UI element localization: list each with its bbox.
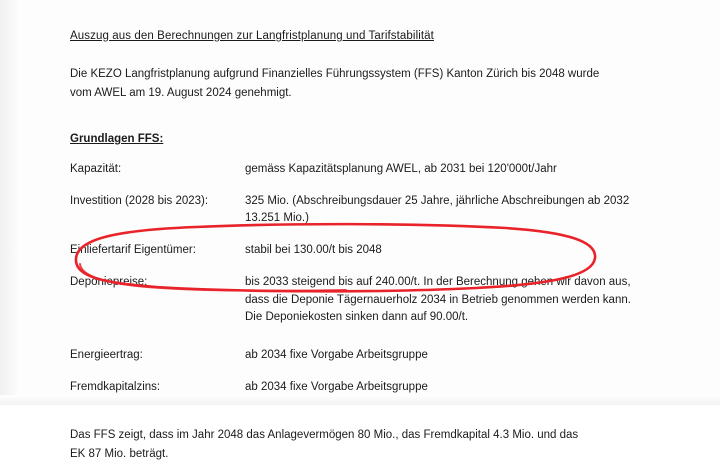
row-value: 325 Mio. (Abschreibungsdauer 25 Jahre, jährliche Abschreibungen ab 2032 13.251 Mio.) [245,195,630,224]
scan-edge-left [0,0,22,405]
row-label: Fremdkapitalzins: [70,380,161,393]
list-item [70,242,670,259]
document-title: Auszug aus den Berechnungen zur Langfristplanung und Tarifstabilität [70,30,434,42]
row-value: bis 2033 steigend bis auf 240.00/t. In der Berechnung gehen wir davon aus, dass die Deponie Tägernauerholz 2034 in Betrieb genommen werden kann. Die Deponiekosten sinken dann auf 90.00/t. [245,276,631,323]
row-value: stabil bei 130.00/t bis 2048 [245,244,382,256]
row-value: ab 2034 fixe Vorgabe Arbeitsgruppe [245,380,428,393]
list-item [70,193,670,227]
section-heading-grundlagen-ffs: Grundlagen FFS: [70,133,164,145]
row-label: Investition (2028 bis 2023): [70,195,209,207]
row-label: Einliefertarif Eigentümer: [70,244,196,256]
list-item [70,379,670,396]
list-item [70,347,670,364]
row-value: ab 2034 fixe Vorgabe Arbeitsgruppe [245,348,428,361]
parameter-list [70,161,670,396]
closing-paragraph: Das FFS zeigt, dass im Jahr 2048 das Anlagevermögen 80 Mio., das Fremdkapital 4.3 Mio. und das EK 87 Mio. beträgt. [70,428,579,460]
row-label: Energieertrag: [70,348,143,361]
document-intro-paragraph: Die KEZO Langfristplanung aufgrund Finanzielles Führungssystem (FFS) Kanton Zürich bis 2048 wurde vom AWEL am 19. August 2024 genehmigt. [70,68,600,99]
row-value: gemäss Kapazitätsplanung AWEL, ab 2031 bei 120'000t/Jahr [245,163,557,175]
row-label: Deponiepreise: [70,276,148,288]
list-item [70,161,670,178]
list-item-highlighted [70,274,670,327]
row-label: Kapazität: [70,163,122,175]
document-content [70,30,670,464]
